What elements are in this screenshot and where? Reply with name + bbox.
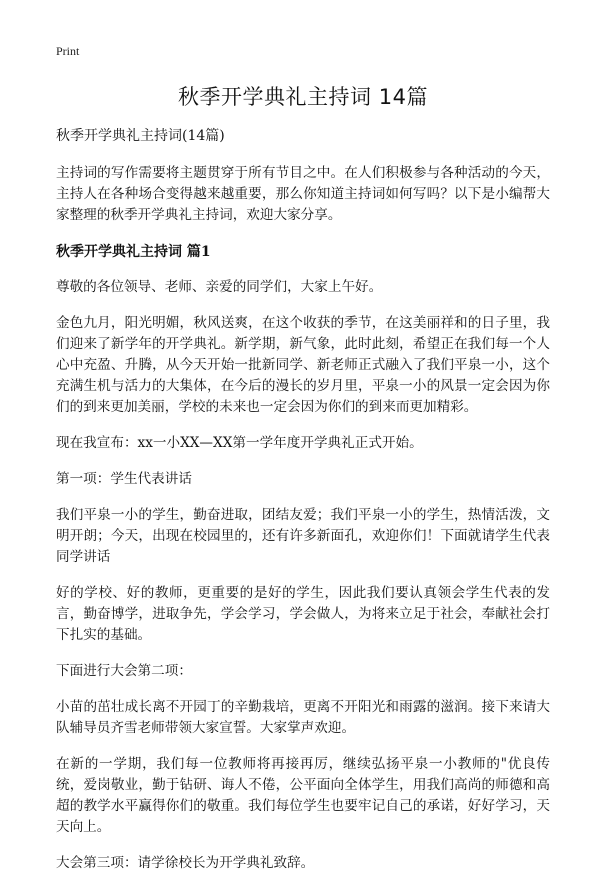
body-paragraph: 第一项：学生代表讲话 xyxy=(56,471,192,487)
body-paragraph: 好的学校、好的教师，更重要的是好的学生，因此我们要认真领会学生代表的发言，勤奋博学，进取争先，学会学习，学会做人，为将来立足于社会，奉献社会打下扎实的基础。 xyxy=(56,585,550,643)
document-title: 秋季开学典礼主持词 14篇 xyxy=(178,85,428,109)
print-link[interactable]: Print xyxy=(56,44,80,58)
body-paragraph: 小苗的茁壮成长离不开园丁的辛勤栽培，更离不开阳光和雨露的滋润。接下来请大队辅导员齐雪老师带领大家宣誓。大家掌声欢迎。 xyxy=(56,699,550,736)
body-paragraph: 在新的一学期，我们每一位教师将再接再厉，继续弘扬平泉一小教师的"优良传统，爱岗敬业，勤于钻研、诲人不倦，公平面向全体学生，用我们高尚的师德和高超的教学水平赢得你们的敬重。我们每位学生也要牢记自己的承诺，好好学习，天天向上。 xyxy=(56,756,550,835)
body-paragraph: 尊敬的各位领导、老师、亲爱的同学们，大家上午好。 xyxy=(56,279,383,295)
intro-paragraph: 主持词的写作需要将主题贯穿于所有节目之中。在人们积极参与各种活动的今天，主持人在各种场合变得越来越重要，那么你知道主持词如何写吗？以下是小编帮大家整理的秋季开学典礼主持词，欢迎大家分享。 xyxy=(56,165,550,223)
body-paragraph: 大会第三项：请学徐校长为开学典礼致辞。 xyxy=(56,855,315,871)
document-subtitle: 秋季开学典礼主持词(14篇) xyxy=(56,128,225,144)
body-paragraph: 现在我宣布：xx一小XX—XX第一学年度开学典礼正式开始。 xyxy=(56,435,423,451)
section-heading: 秋季开学典礼主持词 篇1 xyxy=(56,244,211,260)
body-paragraph: 我们平泉一小的学生，勤奋进取，团结友爱；我们平泉一小的学生，热情活泼，文明开朗；今天，出现在校园里的，还有许多新面孔，欢迎你们！下面就请学生代表同学讲话 xyxy=(56,507,550,565)
body-paragraph: 金色九月，阳光明媚，秋风送爽，在这个收获的季节，在这美丽祥和的日子里，我们迎来了新学年的开学典礼。新学期，新气象，此时此刻，希望正在我们每一个人心中充盈、升腾，从今天开始一批新同学、新老师正式融入了我们平泉一小，这个充满生机与活力的大集体，在今后的漫长的岁月里，平泉一小的风景一定会因为你们的到来更加美丽，学校的未来也一定会因为你们的到来而更加精彩。 xyxy=(56,315,550,415)
body-paragraph: 下面进行大会第二项： xyxy=(56,663,192,679)
